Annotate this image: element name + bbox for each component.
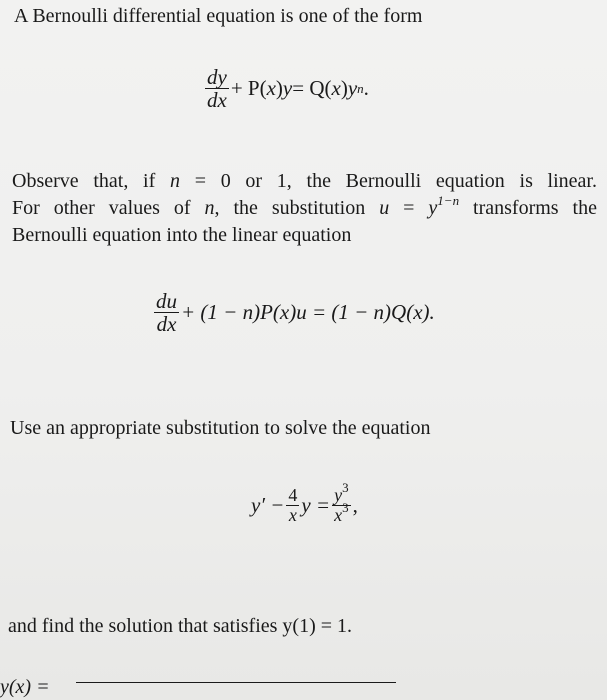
fraction-denominator: dx [156,312,177,337]
du-dx-fraction [154,290,179,335]
text-run: , the substitution [214,197,380,219]
equation-var: y [282,76,293,101]
math-var: n [204,197,215,219]
dy-dx-fraction [205,66,229,111]
observe-line-3: Bernoulli equation into the linear equation [12,224,352,246]
four-over-x-fraction [286,486,299,525]
fraction-numerator: 4 [288,485,298,505]
use-substitution-text: Use an appropriate substitution to solve the equation [10,417,431,439]
equation-term: y = [301,492,331,517]
equation-end: , [352,492,358,517]
equation-term: = Q( [292,76,332,101]
observe-paragraph [12,168,597,249]
intro-text: A Bernoulli differential equation is one of the form [14,5,423,27]
math-exponent: 1−n [437,193,460,208]
math-exponent: 3 [342,499,349,515]
math-exponent: 3 [342,480,349,495]
equation-term: ) [340,76,348,101]
equation-term: y′ − [251,492,285,517]
math-var: u [379,197,390,219]
text-run: For other values of [12,197,205,219]
text-run: transforms the [459,197,597,219]
equation-var: y [347,76,358,101]
answer-label: y(x) = [0,676,50,698]
fraction-denominator: dx [207,88,227,113]
text-run: Observe that, if [12,170,170,192]
equation-rest: + (1 − n)P(x)u = (1 − n)Q(x). [181,300,435,325]
bernoulli-equation [203,66,369,111]
fraction-denominator [332,499,351,525]
fraction-numerator: dy [207,65,227,89]
y3-over-x3-fraction [332,480,351,525]
observe-line-1 [12,168,597,195]
equation-term: + P( [230,76,267,101]
observe-line-2 [12,195,597,222]
equation-exponent: n [357,80,364,96]
linear-equation [152,290,435,335]
equation-term: ) [275,76,283,101]
text-run: = 0 or 1, the Bernoulli equation is linear. [180,170,597,192]
math-var: y [334,485,343,505]
equation-var: x [331,76,341,101]
math-var: n [170,170,180,192]
answer-input-line[interactable] [76,682,396,683]
equation-end: . [363,76,369,101]
math-var: y [428,197,438,219]
text-run: = [389,197,429,219]
math-var: x [334,504,343,525]
fraction-numerator: du [156,289,177,313]
equation-var: x [266,76,276,101]
given-equation [251,480,358,525]
find-solution-text: and find the solution that satisfies y(1) = 1. [8,615,353,637]
fraction-denominator: x [288,504,297,525]
